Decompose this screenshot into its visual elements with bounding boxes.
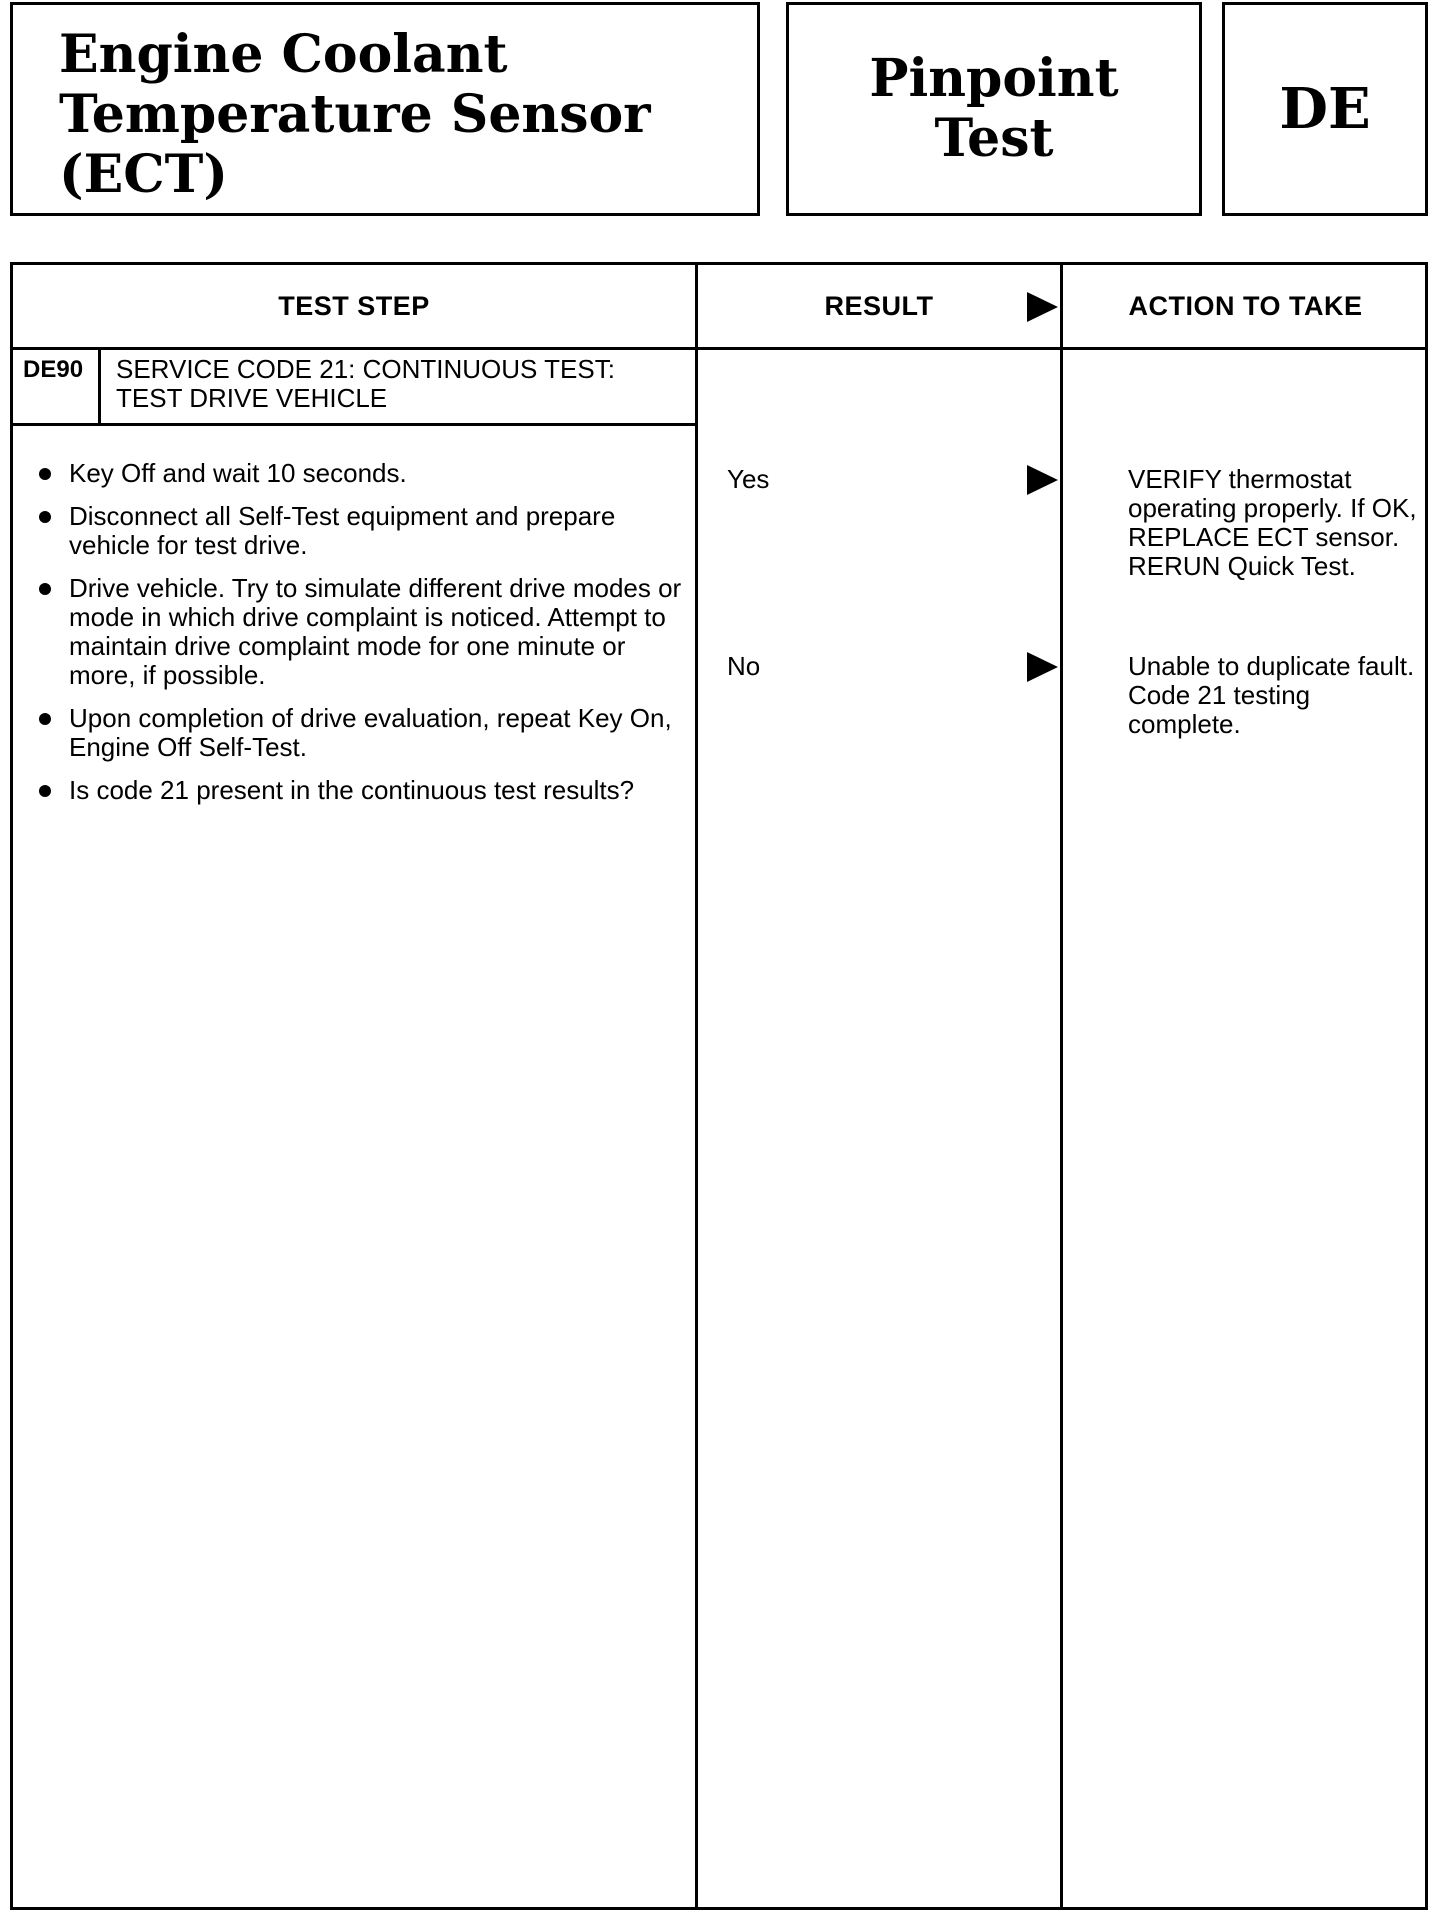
instruction-text: Upon completion of drive evaluation, repeat Key On, Engine Off Self-Test. [69, 703, 672, 762]
result-no: No [727, 651, 761, 681]
step-instructions [33, 459, 683, 819]
column-header-action: ACTION TO TAKE [1128, 290, 1363, 321]
instruction-text: Drive vehicle. Try to simulate different drive modes or mode in which drive complaint is noticed. Attempt to maintain drive complaint mode for one minute or more, if possible. [69, 573, 682, 690]
instruction-item [33, 574, 683, 690]
instruction-item [33, 502, 683, 560]
instruction-item [33, 776, 683, 805]
test-code: DE [1279, 76, 1371, 142]
instruction-text: Key Off and wait 10 seconds. [69, 458, 407, 488]
pinpoint-line: Pinpoint [869, 48, 1119, 109]
arrow-right-icon [1027, 465, 1058, 495]
instruction-text: Disconnect all Self-Test equipment and prepare vehicle for test drive. [69, 501, 616, 560]
header-divider [13, 347, 1425, 350]
column-divider [695, 265, 698, 1907]
action-yes: VERIFY thermostat operating properly. If OK, REPLACE ECT sensor. RERUN Quick Test. [1128, 464, 1417, 581]
bullet-icon [39, 511, 51, 523]
arrow-right-icon [1027, 652, 1058, 682]
bullet-icon [39, 468, 51, 480]
bullet-icon [39, 785, 51, 797]
test-code-box [1222, 2, 1428, 216]
title-line: Temperature Sensor [59, 84, 651, 145]
pinpoint-test-table [10, 262, 1428, 1910]
result-yes: Yes [727, 464, 770, 494]
step-title-divider [13, 423, 698, 426]
step-id: DE90 [13, 350, 101, 423]
instruction-item [33, 704, 683, 762]
instruction-text: Is code 21 present in the continuous test results? [69, 775, 635, 805]
title-line: Engine Coolant [59, 24, 508, 85]
pinpoint-test-box [786, 2, 1202, 216]
section-title-box [10, 2, 760, 216]
step-title: SERVICE CODE 21: CONTINUOUS TEST: TEST DRIVE VEHICLE [116, 354, 615, 413]
bullet-icon [39, 713, 51, 725]
bullet-icon [39, 583, 51, 595]
title-line: (ECT) [59, 144, 228, 205]
pinpoint-test-label [869, 49, 1118, 169]
column-header-test-step: TEST STEP [278, 290, 430, 321]
column-divider [1060, 265, 1063, 1907]
pinpoint-line: Test [934, 108, 1054, 169]
instruction-item [33, 459, 683, 488]
action-no: Unable to duplicate fault. Code 21 testing complete. [1128, 651, 1415, 739]
column-header-result: RESULT [824, 290, 934, 321]
arrow-right-icon [1027, 292, 1058, 322]
section-title [59, 25, 651, 205]
